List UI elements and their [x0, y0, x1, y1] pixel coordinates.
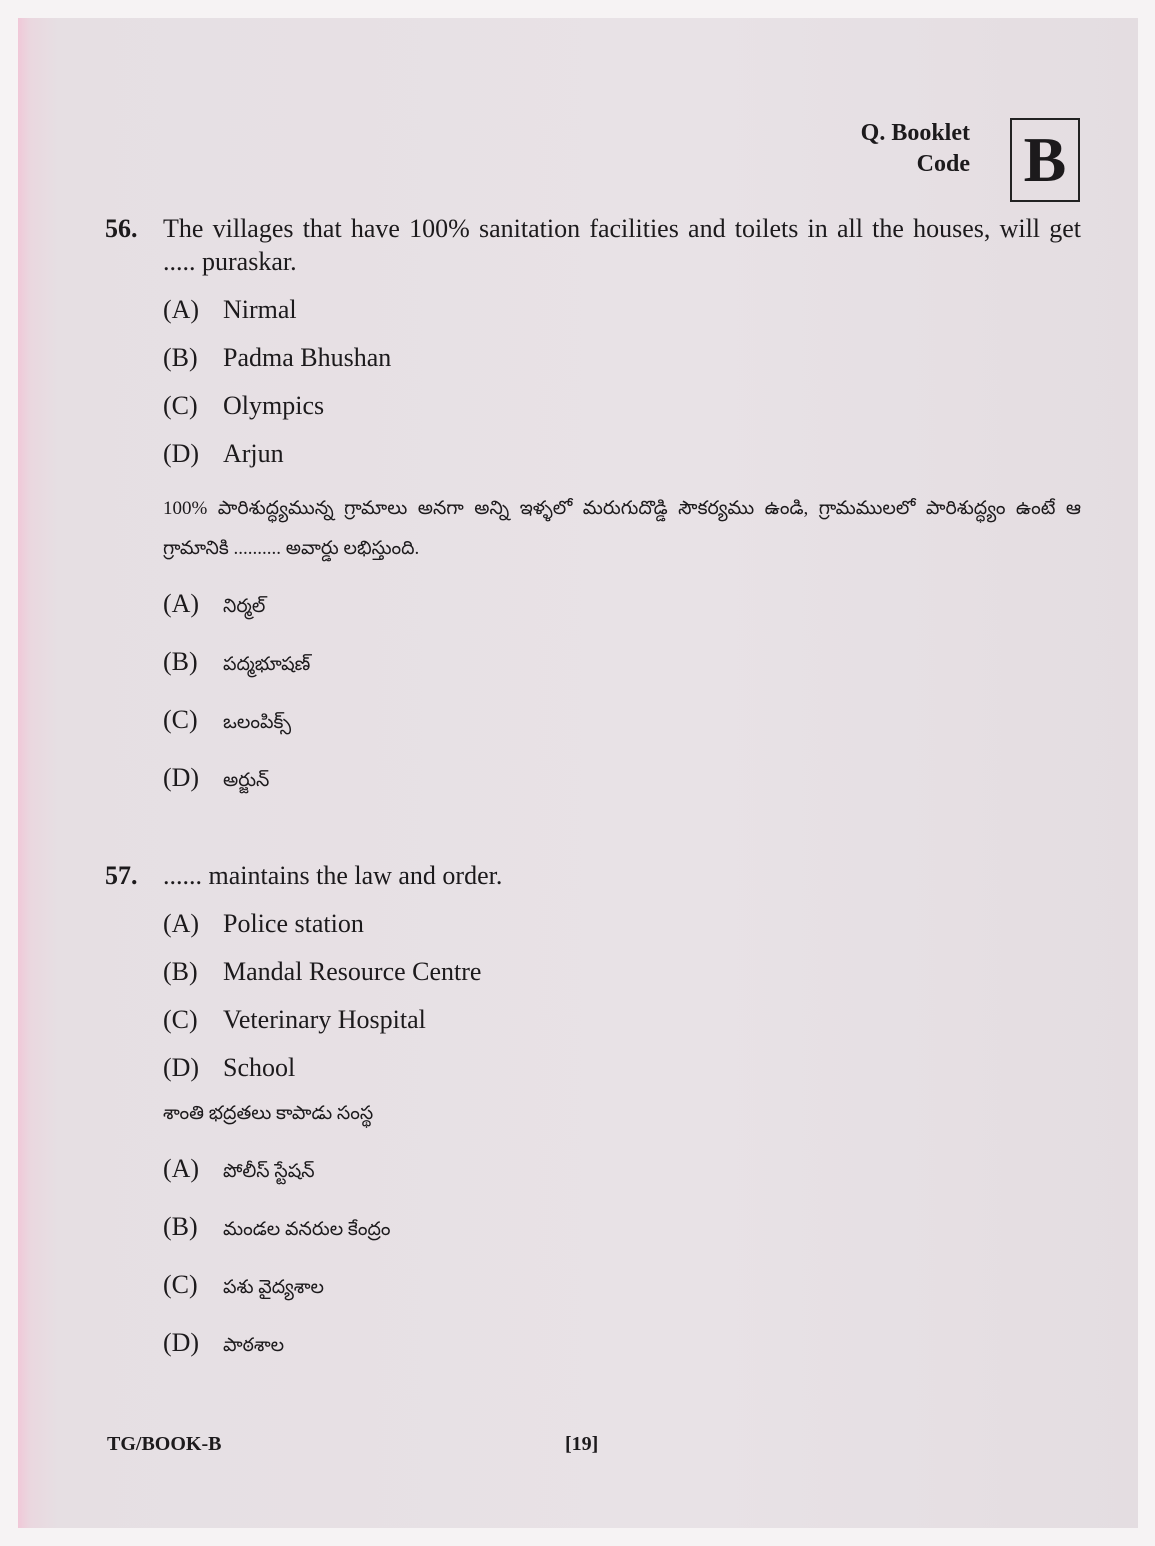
telugu-option-b	[163, 1207, 1081, 1250]
telugu-option-d	[163, 758, 1081, 801]
telugu-option-a	[163, 584, 1081, 627]
telugu-options-56	[163, 584, 1081, 801]
option-text: పద్మభూషణ్	[223, 654, 311, 675]
option-text: పాఠశాల	[223, 1335, 285, 1356]
option-label: (B)	[163, 343, 198, 372]
options-57	[163, 907, 1081, 1084]
question-56	[105, 212, 1081, 278]
option-label: (B)	[163, 957, 198, 986]
option-label: (B)	[163, 647, 198, 676]
option-a	[163, 907, 1081, 940]
telugu-option-a	[163, 1149, 1081, 1192]
option-label: (D)	[163, 1053, 200, 1082]
booklet-code-label	[861, 118, 970, 180]
option-d	[163, 1051, 1081, 1084]
option-b	[163, 955, 1081, 988]
option-label: (C)	[163, 1270, 198, 1299]
booklet-id: TG/BOOK-B	[107, 1433, 222, 1455]
option-text: Nirmal	[223, 295, 297, 324]
option-label: (A)	[163, 1154, 200, 1183]
option-label: (A)	[163, 295, 200, 324]
option-label: (C)	[163, 391, 198, 420]
telugu-option-c	[163, 700, 1081, 743]
option-text: అర్జున్	[223, 770, 270, 791]
questions	[105, 212, 1081, 1366]
question-text: ...... maintains the law and order.	[163, 861, 503, 890]
option-b	[163, 341, 1081, 374]
telugu-option-d	[163, 1323, 1081, 1366]
option-label: (C)	[163, 1005, 198, 1034]
option-text: Arjun	[223, 439, 284, 468]
option-text: పశు వైద్యశాల	[223, 1277, 325, 1298]
option-text: ఒలంపిక్స్	[223, 712, 292, 733]
booklet-label-line1: Q. Booklet	[860, 120, 970, 146]
option-label: (D)	[163, 439, 200, 468]
option-c	[163, 389, 1081, 422]
option-label: (B)	[163, 1212, 198, 1241]
option-text: Veterinary Hospital	[223, 1005, 426, 1034]
option-label: (C)	[163, 705, 198, 734]
option-text: Olympics	[223, 391, 325, 420]
telugu-question-text: శాంతి భద్రతలు కాపాడు సంస్థ	[163, 1103, 374, 1124]
option-label: (A)	[163, 589, 200, 618]
question-number: 57.	[105, 861, 138, 890]
telugu-option-c	[163, 1265, 1081, 1308]
question-57	[105, 859, 1081, 892]
question-text: The villages that have 100% sanitation facilities and toilets in all the houses, will get ..... puraskar.	[163, 214, 1081, 276]
question-number: 56.	[105, 214, 138, 243]
option-label: (A)	[163, 909, 200, 938]
option-label: (D)	[163, 763, 200, 792]
booklet-code: B	[1010, 118, 1080, 202]
option-a	[163, 293, 1081, 326]
option-text: Mandal Resource Centre	[223, 957, 482, 986]
option-text: Padma Bhushan	[223, 343, 392, 372]
option-d	[163, 437, 1081, 470]
option-text: పోలీస్ స్టేషన్	[223, 1161, 315, 1182]
booklet-label-line2: Code	[916, 151, 970, 177]
option-text: మండల వనరుల కేంద్రం	[223, 1219, 391, 1240]
telugu-question-text: 100% పారిశుద్ధ్యమున్న గ్రామాలు అనగా అన్ని ఇళ్ళలో మరుగుదొడ్డి సౌకర్యము ఉండి, గ్రామములలో పారిశుద్ధ్యం ఉంటే ఆ గ్రామానికి .......... అవార్డు లభిస్తుంది.	[163, 498, 1081, 559]
option-text: నిర్మల్	[223, 596, 266, 617]
option-text: Police station	[223, 909, 364, 938]
page-number: [19]	[565, 1433, 599, 1455]
option-label: (D)	[163, 1328, 200, 1357]
option-c	[163, 1003, 1081, 1036]
option-text: School	[223, 1053, 296, 1082]
telugu-options-57	[163, 1149, 1081, 1366]
options-56	[163, 293, 1081, 470]
telugu-option-b	[163, 642, 1081, 685]
